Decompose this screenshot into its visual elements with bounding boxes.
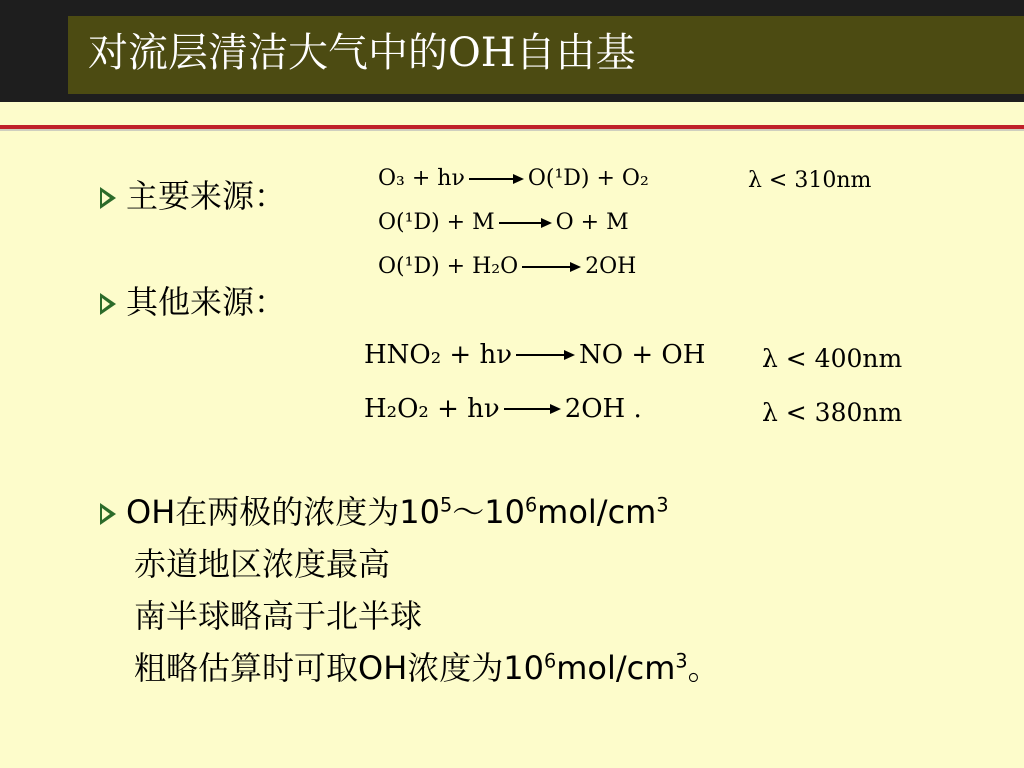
equation-main-2 xyxy=(378,210,629,235)
arrow-bullet-icon xyxy=(100,503,116,525)
oh-conc-mid: ～10 xyxy=(452,493,525,531)
arrow-bullet-icon xyxy=(100,187,116,209)
reaction-arrow-icon xyxy=(469,174,524,184)
equation-rhs: O + M xyxy=(555,210,629,235)
bullet-main-source xyxy=(100,176,286,216)
equation-lhs: O(¹D) + H₂O xyxy=(378,254,519,279)
reaction-arrow-icon xyxy=(516,350,575,360)
rough-unit: mol/cm xyxy=(556,649,676,687)
divider-spacer xyxy=(0,102,1024,124)
oh-conc-unit: mol/cm xyxy=(537,493,657,531)
equation-main-3 xyxy=(378,254,636,279)
reaction-arrow-icon xyxy=(522,262,581,272)
other-source-label: 其他来源： xyxy=(126,283,287,321)
equation-lhs: O(¹D) + M xyxy=(378,210,495,235)
equation-lhs: O₃ + hν xyxy=(378,166,465,191)
equation-rhs: 2OH . xyxy=(564,394,642,424)
slide-title: 对流层清洁大气中的OH自由基 xyxy=(88,30,636,76)
equation-main-1 xyxy=(378,166,649,191)
divider-grey-line xyxy=(0,129,1024,131)
equation-lhs: HNO₂ + hν xyxy=(364,340,513,370)
equation-lhs: H₂O₂ + hν xyxy=(364,394,500,424)
oh-conc-exp2: 6 xyxy=(524,493,538,517)
equation-rhs: NO + OH xyxy=(579,340,706,370)
main-source-label: 主要来源： xyxy=(126,177,287,215)
rough-exp2: 3 xyxy=(675,649,688,673)
reaction-arrow-icon xyxy=(499,218,552,228)
equation-rhs: 2OH xyxy=(585,254,637,279)
equation-other-2 xyxy=(364,394,642,424)
arrow-bullet-icon xyxy=(100,293,116,315)
reaction-arrow-icon xyxy=(504,404,561,414)
rough-exp1: 6 xyxy=(543,649,557,673)
oh-conc-prefix: OH在两极的浓度为10 xyxy=(126,493,440,531)
rough-suffix: 。 xyxy=(687,649,720,687)
oh-conc-exp3: 3 xyxy=(656,493,669,517)
bullet-other-source xyxy=(100,282,286,322)
wavelength-main-1: λ < 310nm xyxy=(748,168,872,193)
rough-prefix: 粗略估算时可取OH浓度为10 xyxy=(134,649,544,687)
text-southern-hemisphere: 南半球略高于北半球 xyxy=(134,597,423,635)
text-equator: 赤道地区浓度最高 xyxy=(134,545,391,583)
equation-other-1 xyxy=(364,340,705,370)
wavelength-other-1: λ < 400nm xyxy=(762,344,903,373)
text-rough-estimate xyxy=(134,648,720,688)
oh-conc-exp1: 5 xyxy=(439,493,453,517)
wavelength-other-2: λ < 380nm xyxy=(762,398,903,427)
equation-rhs: O(¹D) + O₂ xyxy=(527,166,649,191)
bullet-oh-concentration xyxy=(100,492,669,532)
